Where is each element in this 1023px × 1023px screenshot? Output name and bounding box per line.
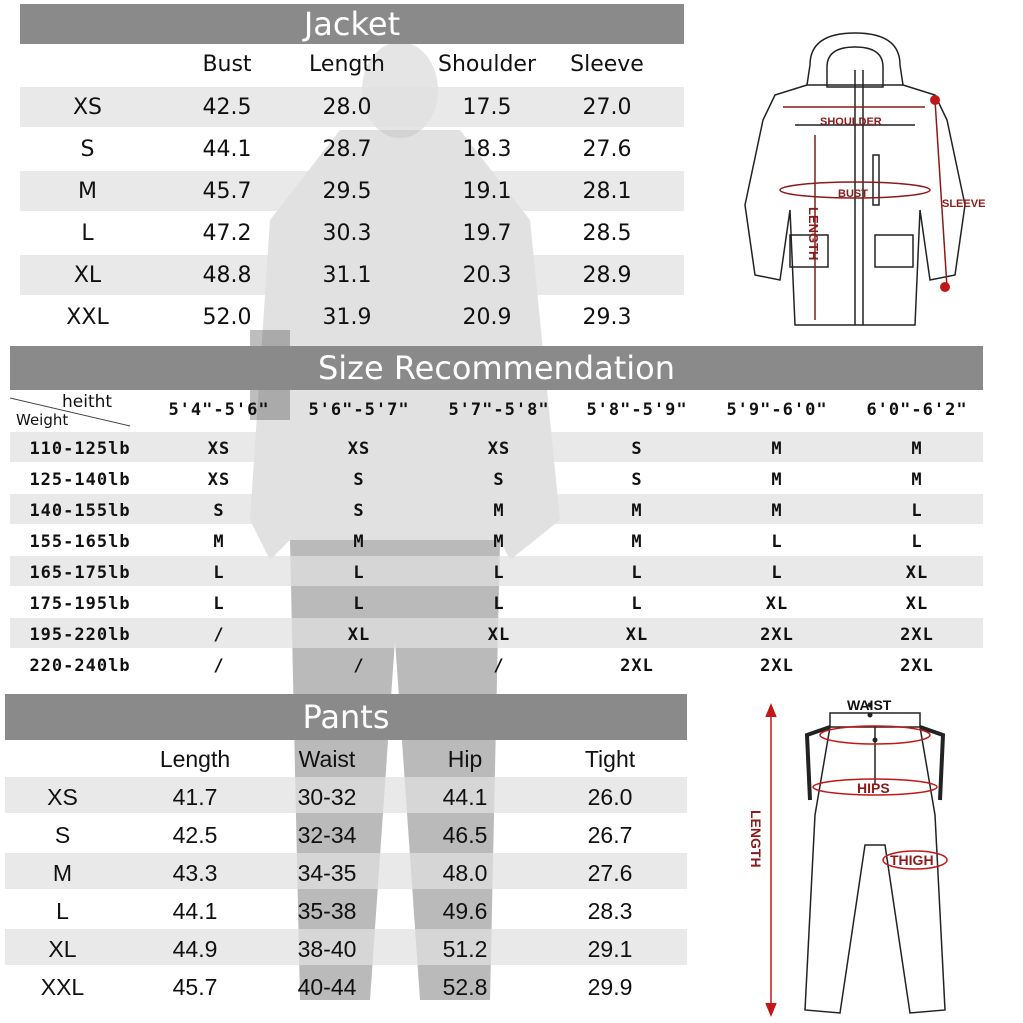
jacket-size-cell: XXL: [66, 305, 109, 330]
pants-size-cell: L: [56, 898, 69, 924]
pants-value-cell: 32-34: [297, 822, 357, 848]
recommended-size-cell: M: [213, 532, 225, 552]
recommended-size-cell: /: [213, 625, 225, 645]
pants-header-cell: Waist: [298, 746, 356, 772]
recommended-size-cell: M: [631, 532, 643, 552]
recommended-size-cell: M: [353, 532, 365, 552]
pants-value-cell: 28.3: [587, 898, 633, 924]
pants-value-cell: 26.7: [587, 822, 633, 848]
recommended-size-cell: XS: [207, 470, 231, 490]
recommended-size-cell: L: [213, 563, 225, 583]
recommended-size-cell: L: [493, 563, 505, 583]
recommended-size-cell: /: [353, 656, 365, 676]
pants-value-cell: 29.9: [587, 974, 633, 1000]
recommended-size-cell: M: [911, 439, 923, 459]
jacket-size-cell: L: [81, 221, 94, 246]
jacket-size-cell: M: [78, 179, 97, 204]
recommended-size-cell: XS: [207, 439, 231, 459]
jacket-value-cell: 28.7: [322, 137, 372, 162]
length-label: LENGTH: [806, 207, 821, 261]
recommended-size-cell: L: [911, 532, 923, 552]
pants-value-cell: 40-44: [297, 974, 357, 1000]
recommended-size-cell: /: [213, 656, 225, 676]
pants-value-cell: 49.6: [442, 898, 488, 924]
height-header-cell: 5'6"-5'7": [308, 400, 410, 420]
jacket-value-cell: 44.1: [202, 137, 252, 162]
pants-value-cell: 38-40: [297, 936, 357, 962]
corner-weight-label: Weight: [16, 411, 69, 429]
jacket-header-cell: Sleeve: [570, 52, 644, 77]
jacket-value-cell: 30.3: [322, 221, 372, 246]
recommended-size-cell: S: [213, 501, 225, 521]
recommended-size-cell: XL: [625, 625, 649, 645]
recommended-size-cell: M: [631, 501, 643, 521]
recommended-size-cell: L: [771, 532, 783, 552]
size-recommendation-title: Size Recommendation: [10, 346, 983, 390]
pants-value-cell: 46.5: [442, 822, 488, 848]
pants-value-cell: 27.6: [587, 860, 633, 886]
pants-value-cell: 35-38: [297, 898, 357, 924]
recommended-size-cell: S: [631, 470, 643, 490]
jacket-value-cell: 20.9: [462, 305, 512, 330]
pants-value-cell: 44.1: [442, 784, 488, 810]
jacket-value-cell: 27.0: [582, 95, 632, 120]
weight-range-cell: 220-240lb: [29, 656, 131, 676]
recommended-size-cell: L: [631, 563, 643, 583]
recommended-size-cell: L: [631, 594, 643, 614]
jacket-value-cell: 28.5: [582, 221, 632, 246]
recommended-size-cell: M: [493, 501, 505, 521]
jacket-value-cell: 28.0: [322, 95, 372, 120]
pants-value-cell: 44.9: [172, 936, 218, 962]
recommended-size-cell: L: [213, 594, 225, 614]
recommended-size-cell: S: [353, 501, 365, 521]
weight-range-cell: 165-175lb: [29, 563, 131, 583]
recommended-size-cell: M: [771, 439, 783, 459]
height-header-cell: 5'8"-5'9": [586, 400, 688, 420]
weight-range-cell: 175-195lb: [29, 594, 131, 614]
recommended-size-cell: /: [493, 656, 505, 676]
corner-height-label: heitht: [62, 392, 113, 412]
recommended-size-cell: XS: [487, 439, 511, 459]
height-header-cell: 5'7"-5'8": [448, 400, 550, 420]
recommended-size-cell: XL: [765, 594, 789, 614]
jacket-value-cell: 17.5: [462, 95, 512, 120]
pants-value-cell: 48.0: [442, 860, 488, 886]
jacket-value-cell: 48.8: [202, 263, 252, 288]
pants-measurement-diagram: [735, 695, 975, 1020]
bust-label: BUST: [838, 188, 868, 200]
pants-title: Pants: [5, 694, 687, 740]
pants-size-cell: XXL: [40, 974, 85, 1000]
jacket-value-cell: 47.2: [202, 221, 252, 246]
sleeve-label: SLEEVE: [942, 198, 986, 210]
recommended-size-cell: S: [353, 470, 365, 490]
pants-length-label: LENGTH: [748, 810, 764, 868]
waist-label: WAIST: [847, 697, 892, 713]
jacket-size-cell: XS: [72, 95, 103, 120]
recommended-size-cell: 2XL: [900, 656, 934, 676]
jacket-value-cell: 19.7: [462, 221, 512, 246]
shoulder-label: SHOULDER: [820, 116, 882, 128]
pants-value-cell: 45.7: [172, 974, 218, 1000]
jacket-measurement-diagram: [735, 25, 1005, 345]
recommended-size-cell: L: [353, 594, 365, 614]
height-header-cell: 6'0"-6'2": [866, 400, 968, 420]
pants-value-cell: 26.0: [587, 784, 633, 810]
jacket-header-cell: Shoulder: [438, 52, 536, 77]
pants-size-cell: XS: [47, 784, 78, 810]
jacket-value-cell: 45.7: [202, 179, 252, 204]
recommended-size-cell: M: [493, 532, 505, 552]
weight-range-cell: 140-155lb: [29, 501, 131, 521]
pants-value-cell: 41.7: [172, 784, 218, 810]
jacket-size-cell: XL: [73, 263, 102, 288]
pants-value-cell: 30-32: [297, 784, 357, 810]
pants-value-cell: 42.5: [172, 822, 218, 848]
thigh-label: THIGH: [890, 852, 934, 868]
recommended-size-cell: XL: [347, 625, 371, 645]
pants-size-cell: M: [52, 860, 73, 886]
recommended-size-cell: XL: [487, 625, 511, 645]
recommended-size-cell: M: [911, 470, 923, 490]
recommended-size-cell: L: [493, 594, 505, 614]
height-header-cell: 5'4"-5'6": [168, 400, 270, 420]
jacket-value-cell: 31.9: [322, 305, 372, 330]
jacket-size-cell: S: [80, 137, 95, 162]
recommended-size-cell: M: [771, 470, 783, 490]
jacket-value-cell: 28.9: [582, 263, 632, 288]
recommended-size-cell: XS: [347, 439, 371, 459]
hips-label: HIPS: [857, 780, 890, 796]
recommended-size-cell: 2XL: [760, 625, 794, 645]
jacket-value-cell: 19.1: [462, 179, 512, 204]
pants-value-cell: 43.3: [172, 860, 218, 886]
jacket-value-cell: 29.5: [322, 179, 372, 204]
height-header-cell: 5'9"-6'0": [726, 400, 828, 420]
recommended-size-cell: L: [353, 563, 365, 583]
jacket-header-cell: Bust: [202, 52, 252, 77]
recommended-size-cell: S: [493, 470, 505, 490]
weight-range-cell: 155-165lb: [29, 532, 131, 552]
weight-range-cell: 110-125lb: [29, 439, 131, 459]
pants-value-cell: 44.1: [172, 898, 218, 924]
recommended-size-cell: XL: [905, 594, 929, 614]
weight-range-cell: 125-140lb: [29, 470, 131, 490]
pants-value-cell: 51.2: [442, 936, 488, 962]
pants-value-cell: 52.8: [442, 974, 488, 1000]
jacket-value-cell: 28.1: [582, 179, 632, 204]
pants-header-cell: Length: [159, 746, 231, 772]
recommended-size-cell: L: [771, 563, 783, 583]
pants-header-cell: Hip: [447, 746, 483, 772]
recommended-size-cell: 2XL: [620, 656, 654, 676]
jacket-header-cell: Length: [309, 52, 385, 77]
pants-size-cell: S: [54, 822, 71, 848]
jacket-value-cell: 52.0: [202, 305, 252, 330]
recommended-size-cell: S: [631, 439, 643, 459]
recommended-size-cell: XL: [905, 563, 929, 583]
jacket-title: Jacket: [20, 4, 684, 44]
pants-value-cell: 34-35: [297, 860, 357, 886]
recommended-size-cell: L: [911, 501, 923, 521]
pants-header-cell: Tight: [584, 746, 636, 772]
recommended-size-cell: 2XL: [760, 656, 794, 676]
pants-value-cell: 29.1: [587, 936, 633, 962]
jacket-value-cell: 20.3: [462, 263, 512, 288]
recommended-size-cell: M: [771, 501, 783, 521]
jacket-value-cell: 31.1: [322, 263, 372, 288]
pants-size-cell: XL: [48, 936, 77, 962]
weight-range-cell: 195-220lb: [29, 625, 131, 645]
jacket-value-cell: 29.3: [582, 305, 632, 330]
recommended-size-cell: 2XL: [900, 625, 934, 645]
jacket-value-cell: 42.5: [202, 95, 252, 120]
jacket-value-cell: 18.3: [462, 137, 512, 162]
jacket-value-cell: 27.6: [582, 137, 632, 162]
